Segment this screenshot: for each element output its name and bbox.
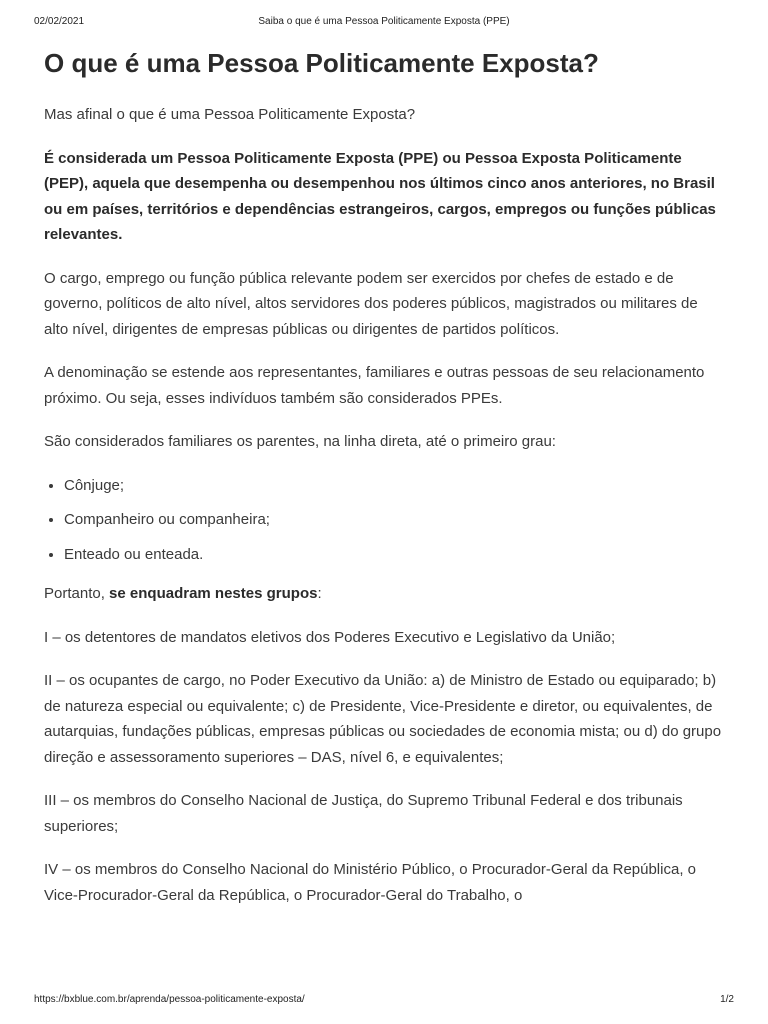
familiares-paragraph: São considerados familiares os parentes, na linha direta, até o primeiro grau: <box>44 433 556 450</box>
group-item-iii: III – os membros do Conselho Nacional de Justiça, do Supremo Tribunal Federal e dos tribunais superiores; <box>44 792 683 835</box>
group-item-iv: IV – os membros do Conselho Nacional do Ministério Público, o Procurador-Geral da República, o Vice-Procurador-Geral da República, o Procurador-Geral do Trabalho, o <box>44 861 696 904</box>
list-item: • Cônjuge; <box>64 473 724 499</box>
portanto-paragraph <box>44 581 724 607</box>
print-header <box>34 16 734 30</box>
print-page-title: Saiba o que é uma Pessoa Politicamente Exposta (PPE) <box>258 16 510 27</box>
print-footer <box>34 994 734 1008</box>
denominacao-paragraph: A denominação se estende aos representantes, familiares e outras pessoas de seu relacionamento próximo. Ou seja, esses indivíduos também são considerados PPEs. <box>44 364 705 407</box>
portanto-bold: se enquadram nestes grupos <box>109 585 318 602</box>
cargo-paragraph: O cargo, emprego ou função pública relevante podem ser exercidos por chefes de estado e de governo, políticos de alto nível, altos servidores dos poderes públicos, magistrados ou militares de alto nível, dirigentes de empresas públicas ou dirigentes de partidos políticos. <box>44 269 698 338</box>
page-number: 1/2 <box>720 994 734 1005</box>
intro-paragraph: Mas afinal o que é uma Pessoa Politicamente Exposta? <box>44 106 416 123</box>
article-title: O que é uma Pessoa Politicamente Exposta? <box>44 48 599 78</box>
list-item: • Enteado ou enteada. <box>64 542 724 568</box>
source-url: https://bxblue.com.br/aprenda/pessoa-politicamente-exposta/ <box>34 994 305 1005</box>
group-item-ii: II – os ocupantes de cargo, no Poder Executivo da União: a) de Ministro de Estado ou equiparado; b) de natureza especial ou equivalente; c) de Presidente, Vice-Presidente e diretor, ou equivalentes, de autarquias, fundações públicas, empresas públicas ou sociedades de economia mista; ou d) do grupo direção e assessoramento superiores – DAS, nível 6, e equivalentes; <box>44 672 722 766</box>
portanto-prefix: Portanto, <box>44 585 110 602</box>
print-date: 02/02/2021 <box>34 16 85 27</box>
group-item-i: I – os detentores de mandatos eletivos dos Poderes Executivo e Legislativo da União; <box>44 628 616 646</box>
family-list <box>44 473 724 568</box>
list-item: • Companheiro ou companheira; <box>64 507 724 533</box>
article-content <box>44 46 724 974</box>
definition-paragraph: É considerada um Pessoa Politicamente Exposta (PPE) ou Pessoa Exposta Politicamente (PEP), aquela que desempenha ou desempenhou nos últimos cinco anos anteriores, no Brasil ou em países, territórios e dependências estrangeiros, cargos, empregos ou funções públicas relevantes. <box>44 149 716 243</box>
portanto-suffix: : <box>317 585 322 602</box>
